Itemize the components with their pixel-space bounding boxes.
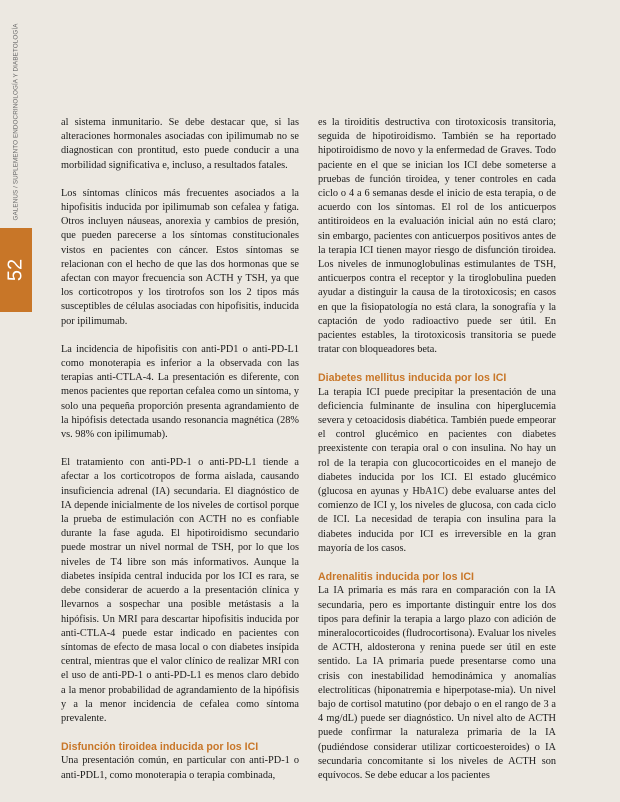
page-number-tab [0, 228, 32, 312]
section-heading-adrenalitis: Adrenalitis inducida por los ICI [318, 571, 474, 584]
paragraph: La IA primaria es más rara en comparación con la IA secundaria, pero es importante distinguir entre los dos tipos para definir la terapia a largo plazo con adición de mineralocorticoides (fludrocortisona). Evaluar los niveles de ACTH, aldosterona y renina puede ser útil en este sentido. La IA primaria puede presentarse como una crisis con inestabilidad hemodinámica y anomalías electrolíticas (hiponatremia e hiperpotase-mia). Un nivel bajo de cortisol matutino (por debajo o en el rango de 3 a 4 mg/dL) puede ser diagnóstico. Un nivel alto de ACTH puede confirmar la naturaleza primaria de la IA (pudiéndose considerar utilizar corticoesteroides) o IA secundaria concomitante si los niveles de ACTH son equívocos. Se debe educar a los pacientes [318, 585, 556, 781]
page-number: 52 [4, 258, 27, 282]
left-column [61, 116, 299, 783]
paragraph: La terapia ICI puede precipitar la presentación de una deficiencia fulminante de insulina con hiperglucemia severa y cetoacidosis diabética. También puede empeorar el control glucémico en pacientes con diabetes preexistente con terapia oral o con insulina. No hay un rol de la terapia con glucocorticoides en el manejo de diabetes inducida por los ICI. El estado glucémico (glucosa en ayunas y HbA1C) debe evaluarse antes del comienzo de ICI y, los niveles de glucosa, con cada ciclo de ICI. La necesidad de terapia con insulina para la diabetes inducida por ICI es irreversible en la gran mayoría de los casos. [318, 386, 556, 554]
paragraph: al sistema inmunitario. Se debe destacar que, si las alteraciones hormonales asociadas con ipilimumab no se diagnostican con prontitud, esto puede conducir a una morbilidad significativa e, incluso, a resultados fatales. [61, 117, 299, 171]
running-header-text: GALENUS / SUPLEMENTO ENDOCRINOLOGÍA Y DIABETOLOGÍA [12, 23, 20, 221]
paragraph: Los síntomas clínicos más frecuentes asociados a la hipofisitis inducida por ipilimumab son cefalea y fatiga. Otros incluyen náuseas, anorexia y cambios de presión, que pueden parecerse a los síntomas constitucionales vistos en pacientes con cáncer. Estos síntomas se relacionan con el hecho de que las dos hormonas que se afectan con mayor frecuencia son ACTH y TSH, ya que los corticotropos y los tirotrofos son los 2 tipos más susceptibles de células asociadas con hipofisitis, inducida por ipilimumab. [61, 187, 299, 327]
section-heading-thyroid: Disfunción tiroidea inducida por los ICI [61, 741, 259, 754]
paragraph: La incidencia de hipofisitis con anti-PD1 o anti-PD-L1 como monoterapia es inferior a la observada con las terapias anti-CTLA-4. La presentación es diferente, con menos pacientes que reportan cefalea como un síntoma, y solo una pequeña proporción presenta agrandamiento de la hipófisis detectada usando resonancia magnética (28% vs. 98% con ipilimumab). [61, 343, 299, 441]
paragraph: El tratamiento con anti-PD-1 o anti-PD-L1 tiende a afectar a los corticotropos de forma aislada, causando insuficiencia adrenal (IA) secundaria. El diagnóstico de IA depende inicialmente de los niveles de cortisol porque la prueba de estimulación con ACTH no es confiable durante la fase aguda. El hipotiroidismo secundario puede mostrar un nivel normal de TSH, por lo que los niveles de T4 libre son más informativos. Aunque la diabetes insípida central inducida por los ICI es rara, se debe considerar de acuerdo a la presentación clínica y llevarnos a sospechar una posible metástasis a la hipófisis. Un MRI para descartar hipofisitis inducida por anti-CTLA-4 puede estar indicado en pacientes con síntomas de efecto de masa local o con diabetes insípida central, mientras que el valor clínico de realizar MRI con el uso de anti-PD-1 o anti-PD-L1 es menos claro debido a la menor probabilidad de agrandamiento de la hipófisis y a la menor incidencia de cefalea como síntoma prevalente. [61, 457, 299, 724]
section-heading-diabetes: Diabetes mellitus inducida por los ICI [318, 372, 507, 385]
paragraph: Una presentación común, en particular con anti-PD-1 o anti-PDL1, como monoterapia o terapia combinada, [61, 755, 299, 781]
paragraph: es la tiroiditis destructiva con tirotoxicosis transitoria, seguida de hipotiroidismo. También se ha reportado hipotiroidismo de novo y la enfermedad de Graves. Todo paciente en el que se inician los ICI debe someterse a pruebas de función tiroidea, y tener controles en cada ciclo o 4 a 6 semanas desde el inicio de esta terapia, o de acuerdo con los síntomas. El rol de los anticuerpos antitiroideos en la evaluación inicial aún no está claro; sin embargo, pacientes con anticuerpos positivos antes de la terapia ICI tienen mayor riesgo de disfunción tiroidea. Los niveles de inmunoglobulinas estimulantes de TSH, anticuerpos contra el receptor y la tiroglobulina pueden ayudar a distinguir la causa de la tirotoxicosis; en casos en que la fisiopatología no está clara, la sonografía y la captación de yodo radioactivo puede ser útil. En pacientes estables, la tirotoxicosis transitoria se puede tratar con bloqueadores beta. [318, 117, 556, 356]
running-header [0, 22, 32, 222]
right-column [318, 116, 556, 783]
